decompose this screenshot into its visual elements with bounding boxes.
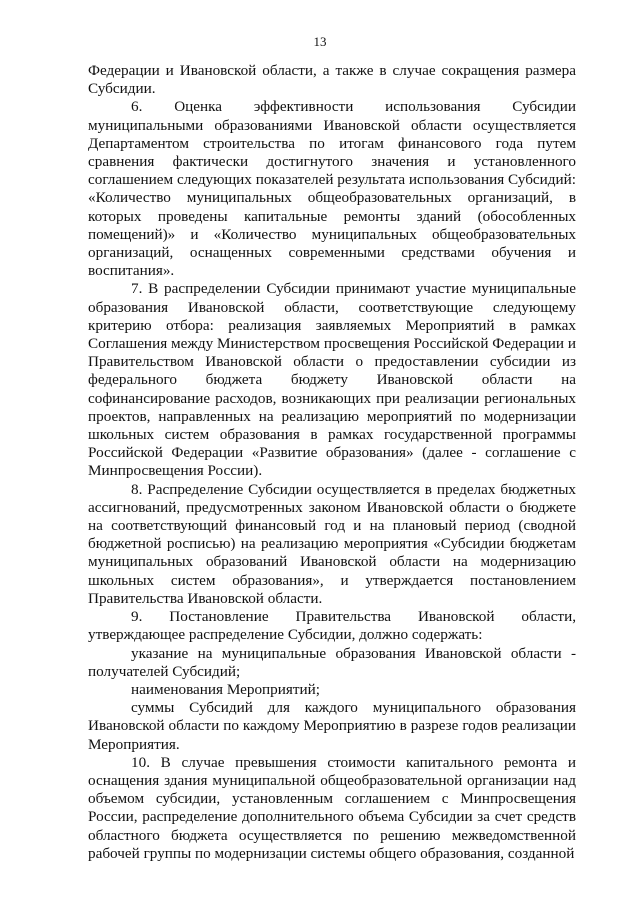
paragraph-continuation: Федерации и Ивановской области, а также в случае сокращения размера Субсидии.: [88, 62, 576, 98]
list-item-recipients: указание на муниципальные образования Ивановской области - получателей Субсидий;: [88, 644, 576, 680]
paragraph-10-excess-cost: 10. В случае превышения стоимости капитального ремонта и оснащения здания муниципальной общеобразовательной организации над объемом субсидии, установленным соглашением с Минпросвещения России, распределение дополнительного объема Субсидии за счет средств областного бюджета осуществляется по решению межведомственной рабочей группы по модернизации системы общего образования, созданной: [88, 753, 576, 862]
paragraph-7-selection-criteria: 7. В распределении Субсидии принимают участие муниципальные образования Ивановской области, соответствующие следующему критерию отбора: реализация заявляемых Мероприятий в рамках Соглашения между Министерством просвещения Российской Федерации и Правительством Ивановской области о предоставлении субсидии из федерального бюджета бюджету Ивановской области на софинансирование расходов, возникающих при реализации региональных проектов, направленных на реализацию мероприятий по модернизации школьных систем образования в рамках государственной программы Российской Федерации «Развитие образования» (далее - соглашение с Минпросвещения России).: [88, 280, 576, 480]
paragraph-6-efficiency-evaluation: 6. Оценка эффективности использования Субсидии муниципальными образованиями Ивановской области осуществляется Департаментом строительства по итогам финансового года путем сравнения фактически достигнутого значения и установленного соглашением следующих показателей результата использования Субсидий: «Количество муниципальных общеобразовательных организаций, в которых проведены капитальные ремонты зданий (обособленных помещений)» и «Количество муниципальных общеобразовательных организаций, оснащенных современными средствами обучения и воспитания».: [88, 98, 576, 280]
page-number: 13: [313, 34, 327, 49]
list-item-amounts: суммы Субсидий для каждого муниципального образования Ивановской области по каждому Мероприятию в разрезе годов реализации Мероприятия.: [88, 699, 576, 753]
list-item-measures: наименования Мероприятий;: [131, 680, 320, 698]
paragraph-9-resolution-content: 9. Постановление Правительства Ивановской области, утверждающее распределение Субсидии, должно содержать:: [88, 608, 576, 644]
document-body: [88, 62, 576, 863]
paragraph-8-distribution: 8. Распределение Субсидии осуществляется в пределах бюджетных ассигнований, предусмотренных законом Ивановской области о бюджете на соответствующий финансовый год и на плановый период (сводной бюджетной росписью) на реализацию мероприятия «Субсидии бюджетам муниципальных образований Ивановской области на модернизацию школьных систем образования», и утверждается постановлением Правительства Ивановской области.: [88, 480, 576, 607]
